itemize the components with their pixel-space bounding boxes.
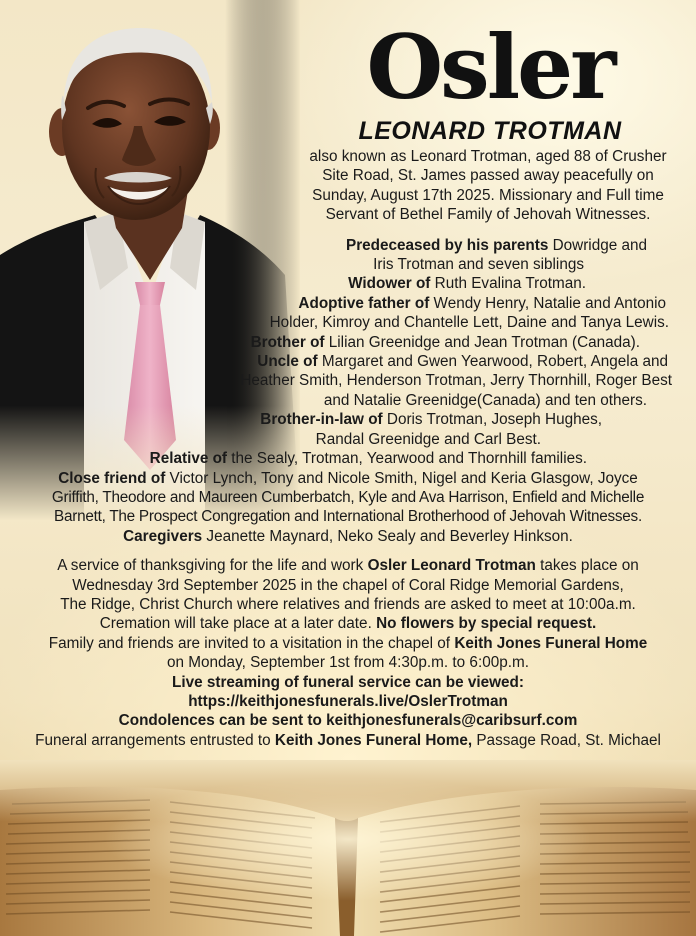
service-section (0, 556, 696, 750)
condolences-line[interactable]: Condolences can be sent to keithjonesfunerals@caribsurf.com (118, 712, 578, 730)
close-friend-line-2: Griffith, Theodore and Maureen Cumberbatch, Kyle and Ava Harrison, Enfield and Michelle (51, 488, 645, 506)
caregivers-line: Caregivers Jeanette Maynard, Neko Sealy and Beverley Hinkson. (123, 527, 573, 545)
relations-section (0, 236, 696, 547)
surname-heading: Osler (366, 15, 614, 119)
cremation-line: Cremation will take place at a later date. No flowers by special request. (99, 615, 597, 633)
predeceased-line: Predeceased by his parents Dowridge and (346, 236, 647, 254)
open-bible-image (0, 760, 696, 936)
adoptive-line: Adoptive father of Wendy Henry, Natalie and Antonio (298, 294, 666, 312)
intro-line: Site Road, St. James passed away peacefully on (322, 167, 654, 185)
arrangements-line: Funeral arrangements entrusted to Keith Jones Funeral Home, Passage Road, St. Michael (35, 731, 661, 749)
uncle-line: Uncle of Margaret and Gwen Yearwood, Robert, Angela and (257, 353, 668, 371)
service-line: Wednesday 3rd September 2025 in the chapel of Coral Ridge Memorial Gardens, (72, 576, 624, 594)
widower-line: Widower of Ruth Evalina Trotman. (348, 275, 586, 293)
visitation-line: Family and friends are invited to a visitation in the chapel of Keith Jones Funeral Home (48, 634, 648, 652)
obituary-body (0, 147, 696, 750)
brother-line: Brother of Lilian Greenidge and Jean Trotman (Canada). (250, 333, 640, 351)
intro-paragraph (0, 147, 696, 225)
intro-line: also known as Leonard Trotman, aged 88 of Crusher (309, 148, 667, 165)
service-line: A service of thanksgiving for the life and work Osler Leonard Trotman takes place on (57, 557, 639, 575)
predeceased-line-2: Iris Trotman and seven siblings (373, 256, 584, 274)
close-friend-line: Close friend of Victor Lynch, Tony and Nicole Smith, Nigel and Keria Glasgow, Joyce (58, 469, 638, 487)
brother-in-law-line: Brother-in-law of Doris Trotman, Joseph Hughes, (260, 411, 602, 429)
full-name-heading: LEONARD TROTMAN (358, 117, 622, 145)
intro-line: Servant of Bethel Family of Jehovah Witnesses. (325, 206, 651, 224)
livestream-label: Live streaming of funeral service can be viewed: (172, 673, 524, 691)
adoptive-line-2: Holder, Kimroy and Chantelle Lett, Daine and Tanya Lewis. (269, 314, 669, 332)
close-friend-line-3: Barnett, The Prospect Congregation and International Brotherhood of Jehovah Witnesses. (54, 508, 642, 526)
intro-line: Sunday, August 17th 2025. Missionary and Full time (312, 186, 664, 204)
relative-line: Relative of the Sealy, Trotman, Yearwood and Thornhill families. (149, 450, 587, 468)
livestream-link[interactable]: https://keithjonesfunerals.live/OslerTrotman (188, 692, 508, 710)
uncle-line-2: Heather Smith, Henderson Trotman, Jerry Thornhill, Roger Best (240, 372, 672, 390)
visitation-line-2: on Monday, September 1st from 4:30p.m. to 6:00p.m. (167, 654, 529, 672)
brother-in-law-line-2: Randal Greenidge and Carl Best. (315, 430, 541, 448)
service-line: The Ridge, Christ Church where relatives and friends are asked to meet at 10:00a.m. (60, 595, 636, 613)
uncle-line-3: and Natalie Greenidge(Canada) and ten others. (323, 391, 647, 409)
